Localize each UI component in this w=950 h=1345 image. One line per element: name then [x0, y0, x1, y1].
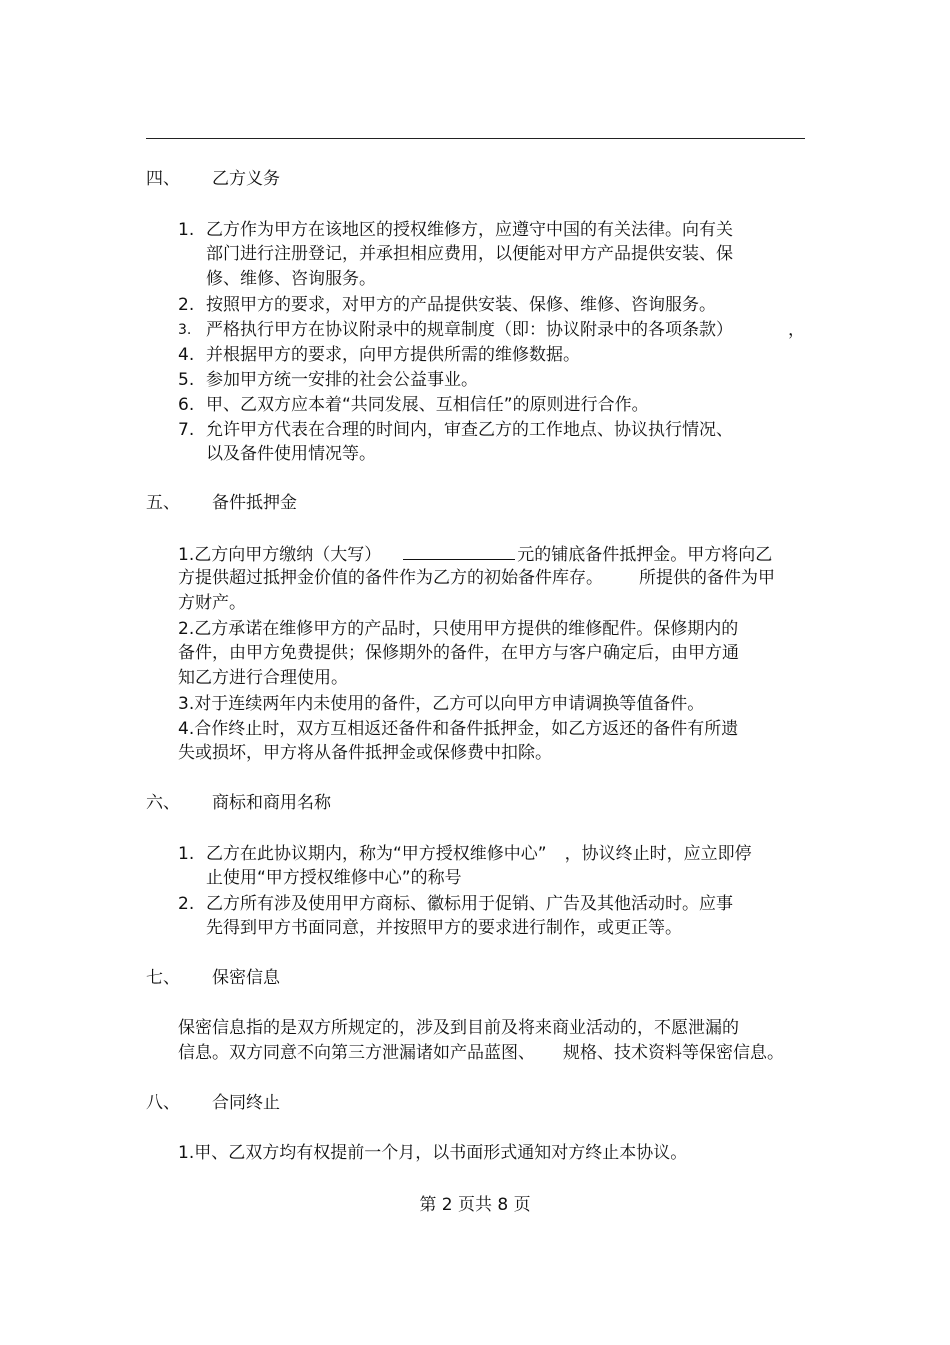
- paragraph-line: 备件，由甲方免费提供；保修期外的备件，在甲方与客户确定后，由甲方通: [178, 643, 739, 663]
- item-number: 1.: [178, 220, 195, 240]
- section-heading-4: [146, 167, 280, 191]
- item-text: 修、维修、咨询服务。: [206, 269, 376, 289]
- section-heading-7: [146, 966, 280, 990]
- item-number: 5.: [178, 370, 195, 390]
- paragraph-line: 方财产。: [178, 593, 246, 613]
- item-number: 2.: [178, 295, 195, 315]
- paragraph-line: 1.甲、乙双方均有权提前一个月，以书面形式通知对方终止本协议。: [178, 1143, 688, 1163]
- section-title: 保密信息: [212, 968, 280, 988]
- paragraph-line: 4.合作终止时，双方互相返还备件和备件抵押金，如乙方返还的备件有所遗: [178, 719, 739, 739]
- section-heading-5: [146, 491, 297, 515]
- paragraph-line: 3.对于连续两年内未使用的备件，乙方可以向甲方申请调换等值备件。: [178, 694, 705, 714]
- item-text: 并根据甲方的要求，向甲方提供所需的维修数据。: [206, 345, 580, 365]
- item-text: 部门进行注册登记，并承担相应费用，以便能对甲方产品提供安装、保: [206, 244, 733, 264]
- item-text: 允许甲方代表在合理的时间内，审查乙方的工作地点、协议执行情况、: [206, 420, 733, 440]
- deposit-text-after: 元的铺底备件抵押金。甲方将向乙: [517, 545, 773, 565]
- paragraph-text: 方提供超过抵押金价值的备件作为乙方的初始备件库存。: [178, 568, 603, 588]
- item-text: 按照甲方的要求，对甲方的产品提供安装、保修、维修、咨询服务。: [206, 295, 716, 315]
- item-text: 严格执行甲方在协议附录中的规章制度（即：协议附录中的各项条款）: [206, 320, 733, 340]
- paragraph-text: 规格、技术资料等保密信息。: [563, 1043, 784, 1063]
- item-text: 止使用“甲方授权维修中心”的称号: [206, 868, 462, 888]
- section-title: 合同终止: [212, 1093, 280, 1113]
- section-title: 商标和商用名称: [212, 793, 331, 813]
- item-number: 4.: [178, 345, 195, 365]
- item-text-part: ，协议终止时，应立即停: [564, 844, 752, 864]
- deposit-text-before: 1.乙方向甲方缴纳（大写）: [178, 545, 382, 565]
- section-title: 乙方义务: [212, 169, 280, 189]
- item-number: 6.: [178, 395, 195, 415]
- item-number: 3.: [178, 322, 192, 338]
- item-text: 参加甲方统一安排的社会公益事业。: [206, 370, 478, 390]
- item-text: 以及备件使用情况等。: [206, 444, 376, 464]
- page-number-footer: 第 2 页共 8 页: [419, 1195, 531, 1215]
- section-number: 七、: [146, 968, 180, 988]
- section-title: 备件抵押金: [212, 493, 297, 513]
- paragraph-line: [178, 542, 772, 566]
- deposit-amount-blank: [403, 542, 515, 560]
- paragraph-text: 所提供的备件为甲: [639, 568, 775, 588]
- item-text: [206, 842, 752, 866]
- item-text: 乙方作为甲方在该地区的授权维修方，应遵守中国的有关法律。向有关: [206, 220, 733, 240]
- item-trailing-comma: ，: [788, 320, 805, 340]
- section-number: 六、: [146, 793, 180, 813]
- item-number: 1.: [178, 844, 195, 864]
- paragraph-line: [178, 566, 775, 590]
- paragraph-line: [178, 1041, 784, 1065]
- section-heading-8: [146, 1091, 280, 1115]
- section-number: 八、: [146, 1093, 180, 1113]
- header-rule: [146, 138, 805, 139]
- item-text-part: 乙方在此协议期内，称为“甲方授权维修中心”: [206, 844, 547, 864]
- section-heading-6: [146, 791, 331, 815]
- section-number: 四、: [146, 169, 180, 189]
- paragraph-text: 信息。双方同意不向第三方泄漏诸如产品蓝图、: [178, 1043, 535, 1063]
- item-text: 乙方所有涉及使用甲方商标、徽标用于促销、广告及其他活动时。应事: [206, 894, 733, 914]
- item-number: 7.: [178, 420, 195, 440]
- item-text: 甲、乙双方应本着“共同发展、互相信任”的原则进行合作。: [206, 395, 649, 415]
- paragraph-line: 2.乙方承诺在维修甲方的产品时，只使用甲方提供的维修配件。保修期内的: [178, 619, 739, 639]
- paragraph-line: 保密信息指的是双方所规定的，涉及到目前及将来商业活动的，不愿泄漏的: [178, 1018, 739, 1038]
- section-number: 五、: [146, 493, 180, 513]
- item-number: 2.: [178, 894, 195, 914]
- paragraph-line: 失或损坏，甲方将从备件抵押金或保修费中扣除。: [178, 743, 552, 763]
- paragraph-line: 知乙方进行合理使用。: [178, 668, 348, 688]
- item-text: 先得到甲方书面同意，并按照甲方的要求进行制作，或更正等。: [206, 918, 682, 938]
